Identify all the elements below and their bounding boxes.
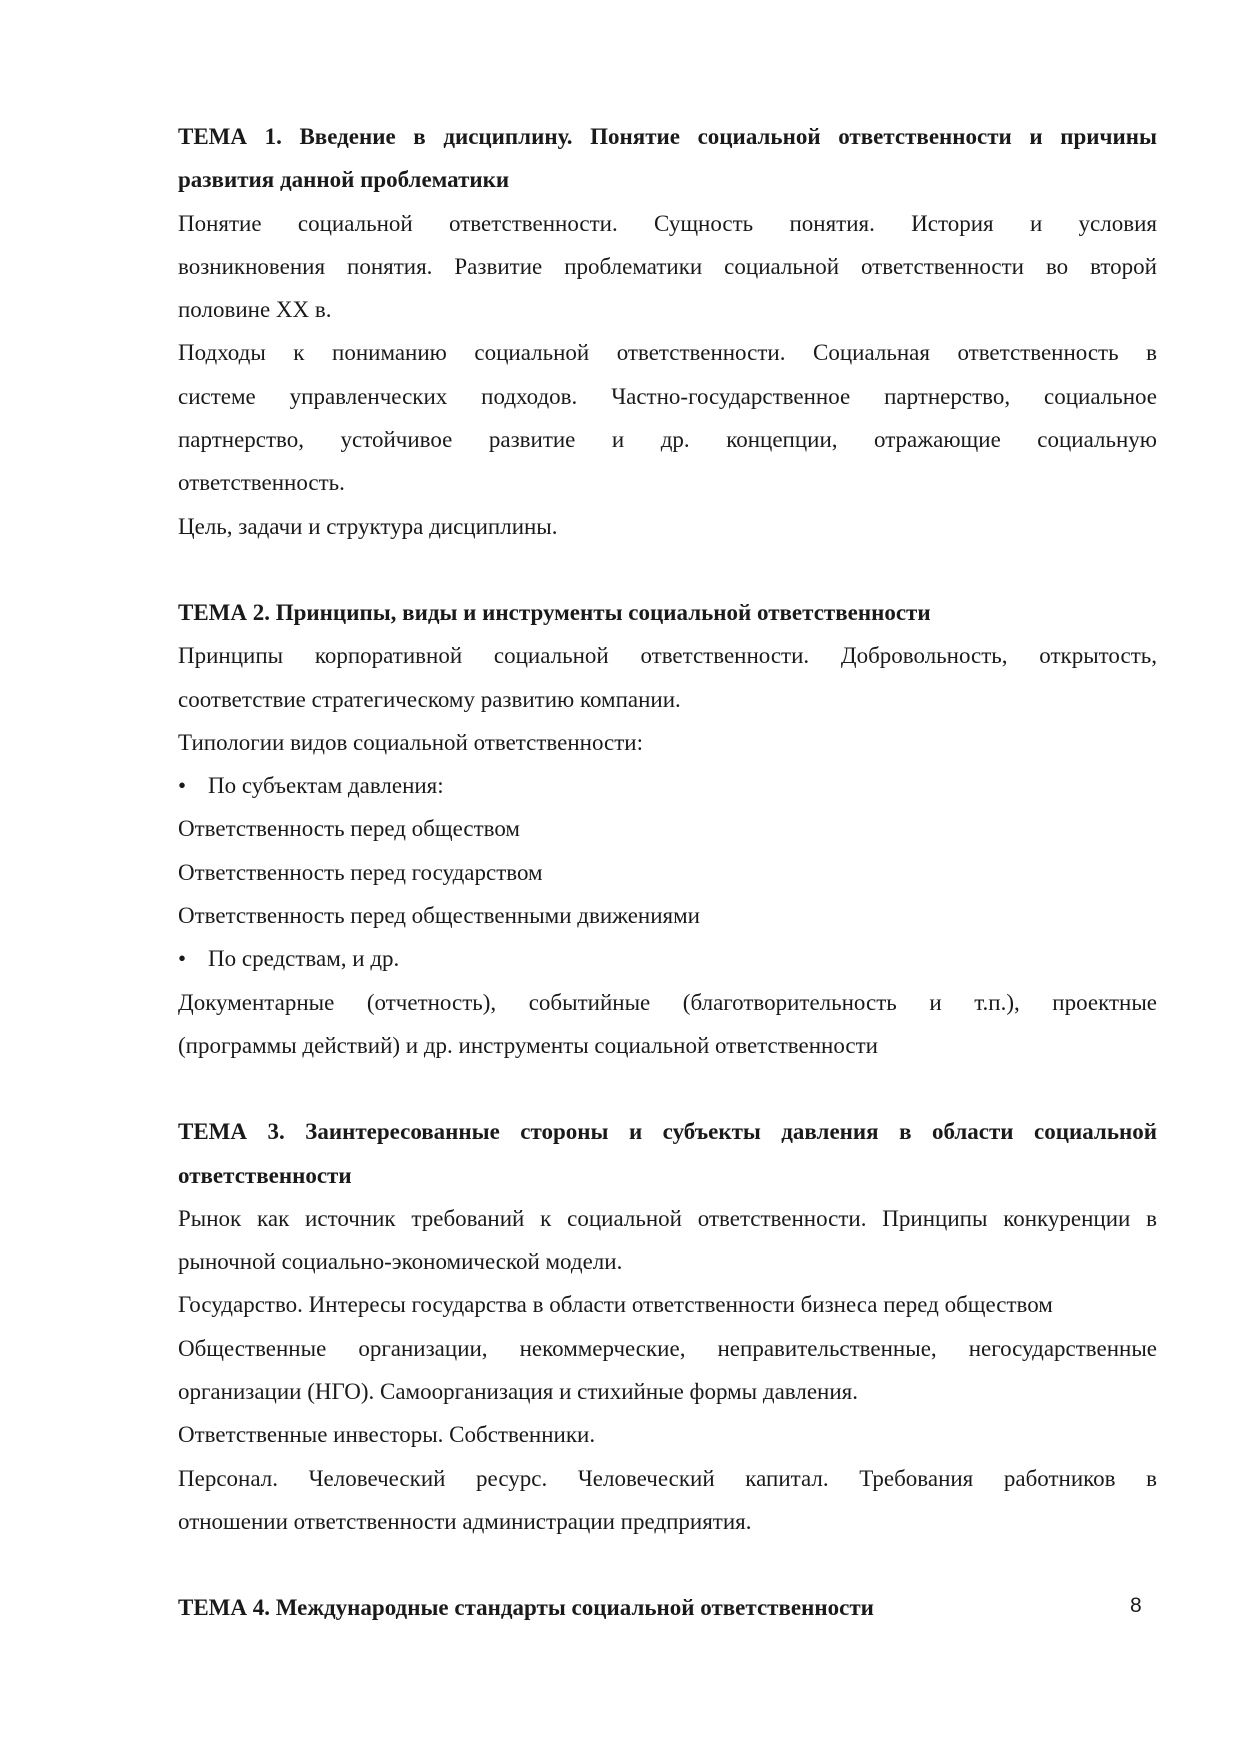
paragraph-line: Принципы корпоративной социальной ответственности. Добровольность, открытость, [178,643,1157,669]
paragraph-line: соответствие стратегическому развитию компании. [178,686,681,712]
paragraph-line: ответственность. [178,470,345,496]
paragraph-line: Типологии видов социальной ответственности: [178,729,643,755]
paragraph-line: возникновения понятия. Развитие проблематики социальной ответственности во второй [178,253,1157,279]
paragraph-line: рыночной социально-экономической модели. [178,1249,623,1275]
section-title: ТЕМА 2. Принципы, виды и инструменты социальной ответственности [178,599,931,625]
section-3 [178,1110,1157,1543]
paragraph-line: Рынок как источник требований к социальной ответственности. Принципы конкуренции в [178,1205,1157,1231]
paragraph-line: Понятие социальной ответственности. Сущность понятия. История и условия [178,210,1157,236]
section-title: ТЕМА 1. Введение в дисциплину. Понятие социальной ответственности и причины [178,124,1157,149]
bullet-text: По средствам, и др. [208,946,400,972]
paragraph-line: партнерство, устойчивое развитие и др. концепции, отражающие социальную [178,427,1157,453]
document-page [178,115,1157,1630]
bullet-icon: • [178,773,187,799]
paragraph-line: Государство. Интересы государства в области ответственности бизнеса перед обществом [178,1292,1053,1318]
paragraph-line: Ответственность перед обществом [178,816,520,842]
bullet-text: По субъектам давления: [208,773,444,799]
paragraph-line: Ответственные инвесторы. Собственники. [178,1422,596,1448]
section-4 [178,1586,1157,1629]
section-2 [178,591,1157,1067]
paragraph-line: системе управленческих подходов. Частно-государственное партнерство, социальное [178,383,1157,409]
paragraph-line: Документарные (отчетность), событийные (благотворительность и т.п.), проектные [178,989,1157,1015]
paragraph-line: Ответственность перед общественными движениями [178,903,700,929]
paragraph-line: половине XX в. [178,297,332,323]
paragraph-line: организации (НГО). Самоорганизация и стихийные формы давления. [178,1379,858,1405]
section-title: ТЕМА 3. Заинтересованные стороны и субъекты давления в области социальной [178,1119,1157,1145]
paragraph-line: Цель, задачи и структура дисциплины. [178,513,558,539]
page-number: 8 [1130,1594,1142,1617]
paragraph-line: Общественные организации, некоммерческие, неправительственные, негосударственные [178,1335,1157,1361]
section-1 [178,115,1157,548]
bullet-item [178,764,1157,807]
paragraph-line: Подходы к пониманию социальной ответственности. Социальная ответственность в [178,340,1157,366]
bullet-item [178,937,1157,980]
paragraph-line: отношении ответственности администрации предприятия. [178,1508,752,1534]
section-title: развития данной проблематики [178,167,510,193]
paragraph-line: (программы действий) и др. инструменты социальной ответственности [178,1032,878,1058]
section-title: ТЕМА 4. Международные стандарты социальной ответственности [178,1595,874,1621]
section-title: ответственности [178,1162,352,1188]
paragraph-line: Ответственность перед государством [178,859,543,885]
bullet-icon: • [178,946,187,972]
paragraph-line: Персонал. Человеческий ресурс. Человеческий капитал. Требования работников в [178,1465,1157,1491]
